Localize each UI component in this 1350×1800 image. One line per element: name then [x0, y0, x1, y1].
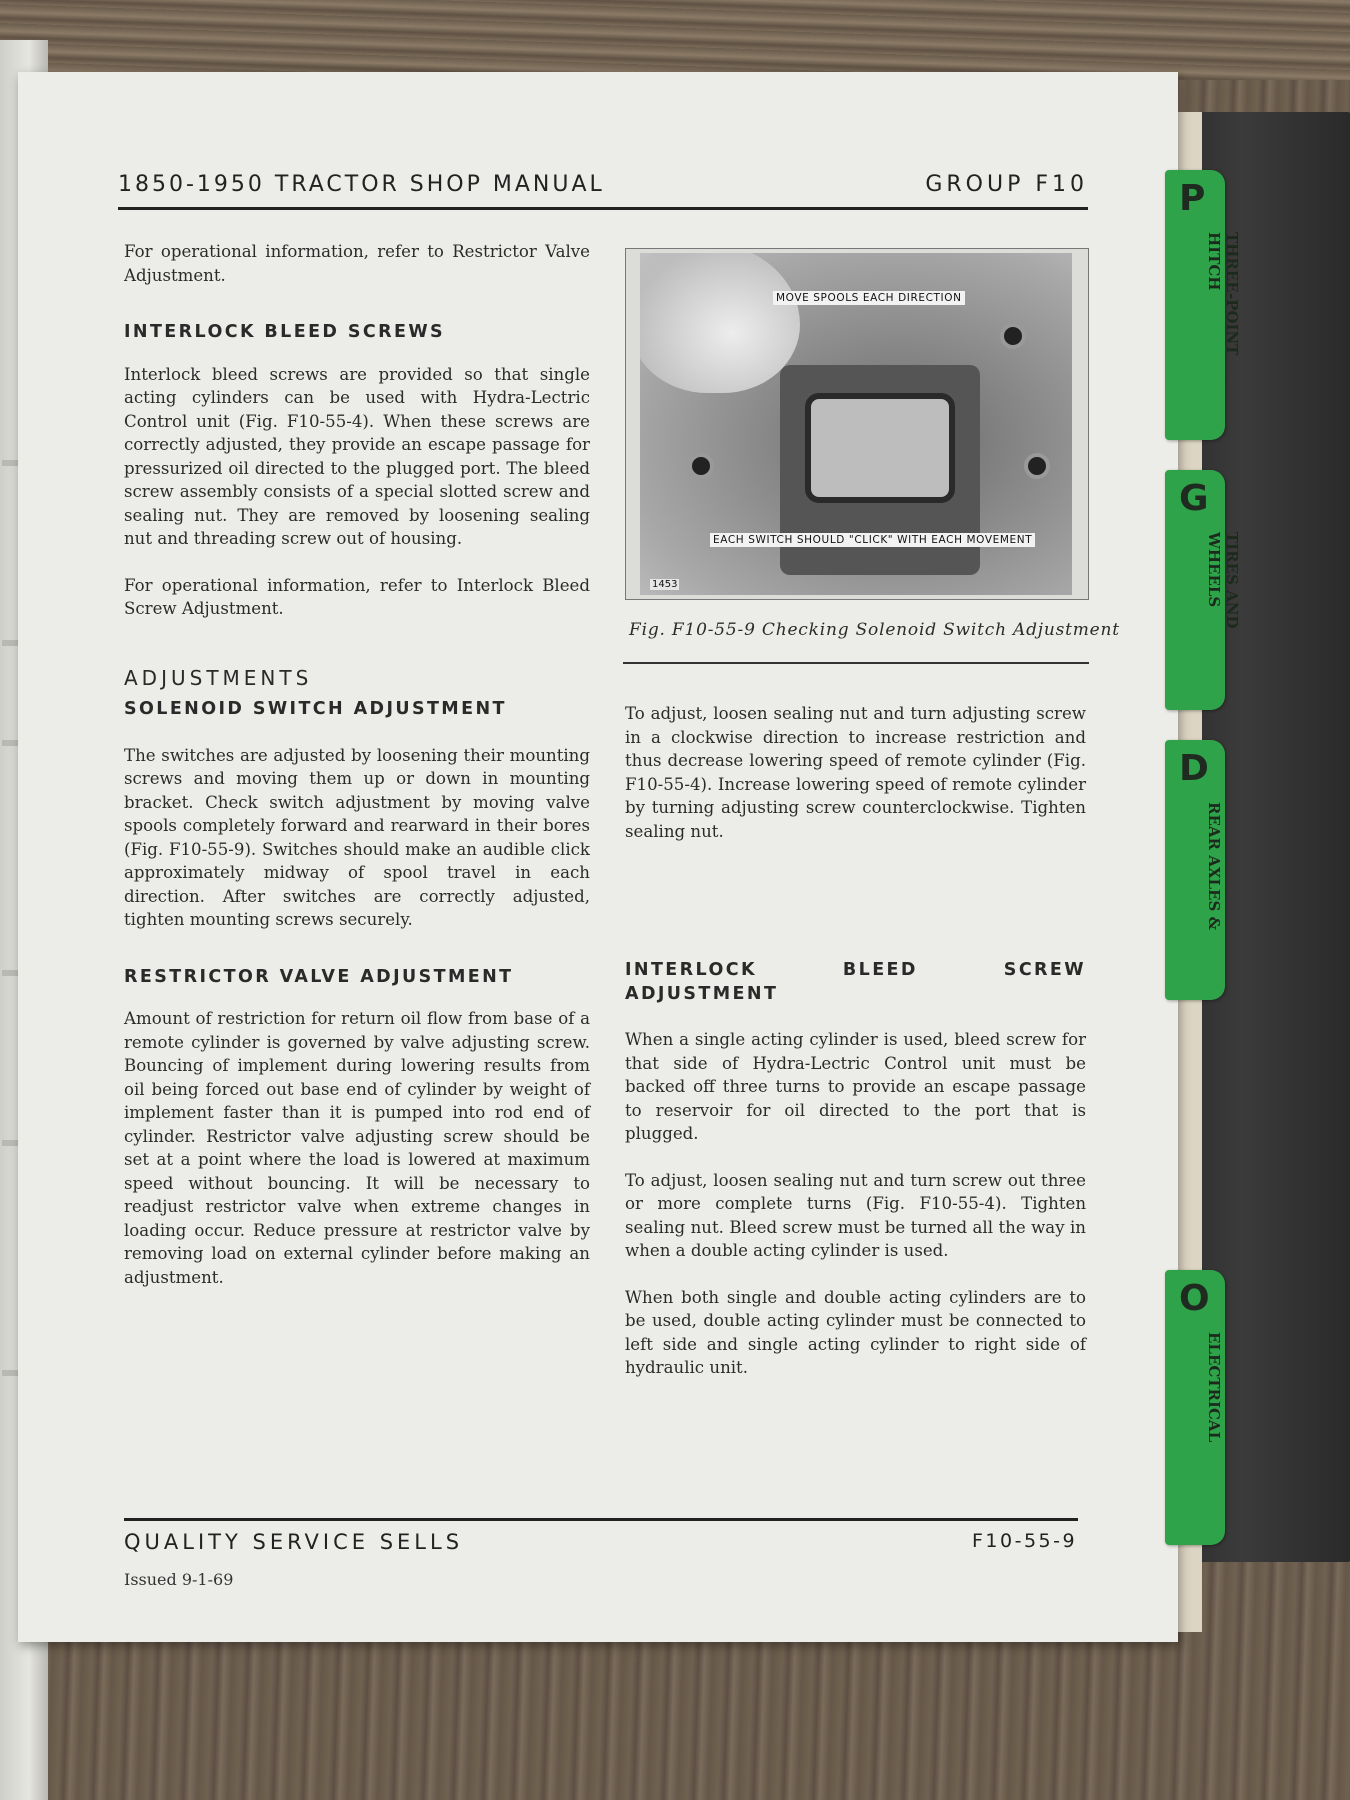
page-number: F10-55-9 — [972, 1530, 1078, 1552]
section-heading-restrictor-valve: RESTRICTOR VALVE ADJUSTMENT — [124, 966, 514, 987]
tab-three-point-hitch[interactable] — [1165, 170, 1241, 440]
tab-letter: O — [1179, 1278, 1210, 1319]
tab-label: ELECTRICAL — [1205, 1332, 1223, 1443]
bleed-paragraph-2: To adjust, loosen sealing nut and turn screw out three or more complete turns (Fig. F10-55-4). Tighten sealing nut. Bleed screw must be turned all the way in when a double acting cylinder is used. — [625, 1170, 1086, 1260]
section-heading-adjustments: ADJUSTMENTS — [124, 665, 313, 690]
bleed-paragraph-3: When both single and double acting cylinders are to be used, double acting cylinder must be connected to left side and single acting cylinder to right side of hydraulic unit. — [625, 1287, 1086, 1377]
tab-letter: D — [1179, 748, 1209, 789]
figure-solenoid-switch — [625, 248, 1089, 600]
figure-photo — [640, 253, 1072, 595]
page-header — [118, 170, 1088, 210]
section-heading-solenoid-switch: SOLENOID SWITCH ADJUSTMENT — [124, 699, 507, 719]
section-heading-interlock-bleed-screws: INTERLOCK BLEED SCREWS — [124, 322, 446, 342]
manual-title: 1850-1950 TRACTOR SHOP MANUAL — [118, 172, 605, 197]
interlock-paragraph: Interlock bleed screws are provided so that single acting cylinders can be used with Hydra-Lectric Control unit (Fig. F10-55-4). When these screws are correctly adjusted, they provide an escape passage for pressurized oil directed to the plugged port. The bleed screw assembly consists of a special slotted screw and sealing nut. They are removed by loosening sealing nut and threading screw out of housing. — [124, 364, 590, 548]
tab-rear-axles[interactable] — [1165, 740, 1225, 1000]
tab-letter: G — [1179, 478, 1209, 519]
figure-number: 1453 — [652, 579, 678, 590]
group-label: GROUP F10 — [925, 172, 1088, 197]
bleed-paragraph-1: When a single acting cylinder is used, bleed screw for that side of Hydra-Lectric Control unit must be backed off three turns to provide an escape passage to reservoir for oil directed to the port that is plugged. — [625, 1030, 1086, 1143]
wood-background — [0, 0, 1350, 80]
figure-callout-top: MOVE SPOOLS EACH DIRECTION — [773, 291, 965, 305]
tab-tires-and-wheels[interactable] — [1165, 470, 1241, 710]
caption-divider — [623, 662, 1089, 664]
tab-letter: P — [1179, 178, 1206, 219]
restrictor-adjust-paragraph: To adjust, loosen sealing nut and turn adjusting screw in a clockwise direction to increase restriction and thus decrease lowering speed of remote cylinder (Fig. F10-55-4). Increase lowering speed of remote cylinder by turning adjusting screw counterclockwise. Tighten sealing nut. — [625, 704, 1086, 841]
restrictor-paragraph: Amount of restriction for return oil flow from base of a remote cylinder is governed by valve adjusting screw. Bouncing of implement during lowering results from oil being forced out base end of cylinder by weight of implement faster than it is pumped into rod end of cylinder. Restrictor valve adjusting screw should be set at a point where the load is lowered at maximum speed without bouncing. It will be necessary to readjust restrictor valve when extreme changes in loading occur. Reduce pressure at restrictor valve by removing load on external cylinder before making an adjustment. — [124, 1009, 590, 1287]
issued-date: Issued 9-1-69 — [124, 1570, 234, 1589]
footer-divider — [124, 1518, 1078, 1521]
footer-slogan: QUALITY SERVICE SELLS — [124, 1530, 464, 1554]
intro-paragraph: For operational information, refer to Restrictor Valve Adjustment. — [124, 242, 590, 285]
left-column — [124, 240, 590, 1312]
section-heading-interlock-bleed-screw-adjustment: INTERLOCK BLEED SCREW ADJUSTMENT — [625, 960, 1086, 1004]
right-column — [625, 702, 1086, 1403]
figure-callout-bottom: EACH SWITCH SHOULD "CLICK" WITH EACH MOVEMENT — [710, 533, 1035, 547]
tab-label: TIRES AND WHEELS — [1205, 532, 1241, 629]
tab-electrical[interactable] — [1165, 1270, 1225, 1545]
interlock-ref-paragraph: For operational information, refer to Interlock Bleed Screw Adjustment. — [124, 575, 590, 618]
solenoid-paragraph: The switches are adjusted by loosening their mounting screws and moving them up or down in mounting bracket. Check switch adjustment by moving valve spools completely forward and rearward in their bores (Fig. F10-55-9). Switches should make an audible click approximately midway of spool travel in each direction. After switches are correctly adjusted, tighten mounting screws securely. — [124, 745, 590, 929]
figure-caption: Fig. F10-55-9 Checking Solenoid Switch Adjustment — [629, 620, 1120, 640]
tab-label: REAR AXLES & — [1205, 802, 1223, 931]
tab-label: THREE-POINT HITCH — [1205, 232, 1241, 356]
